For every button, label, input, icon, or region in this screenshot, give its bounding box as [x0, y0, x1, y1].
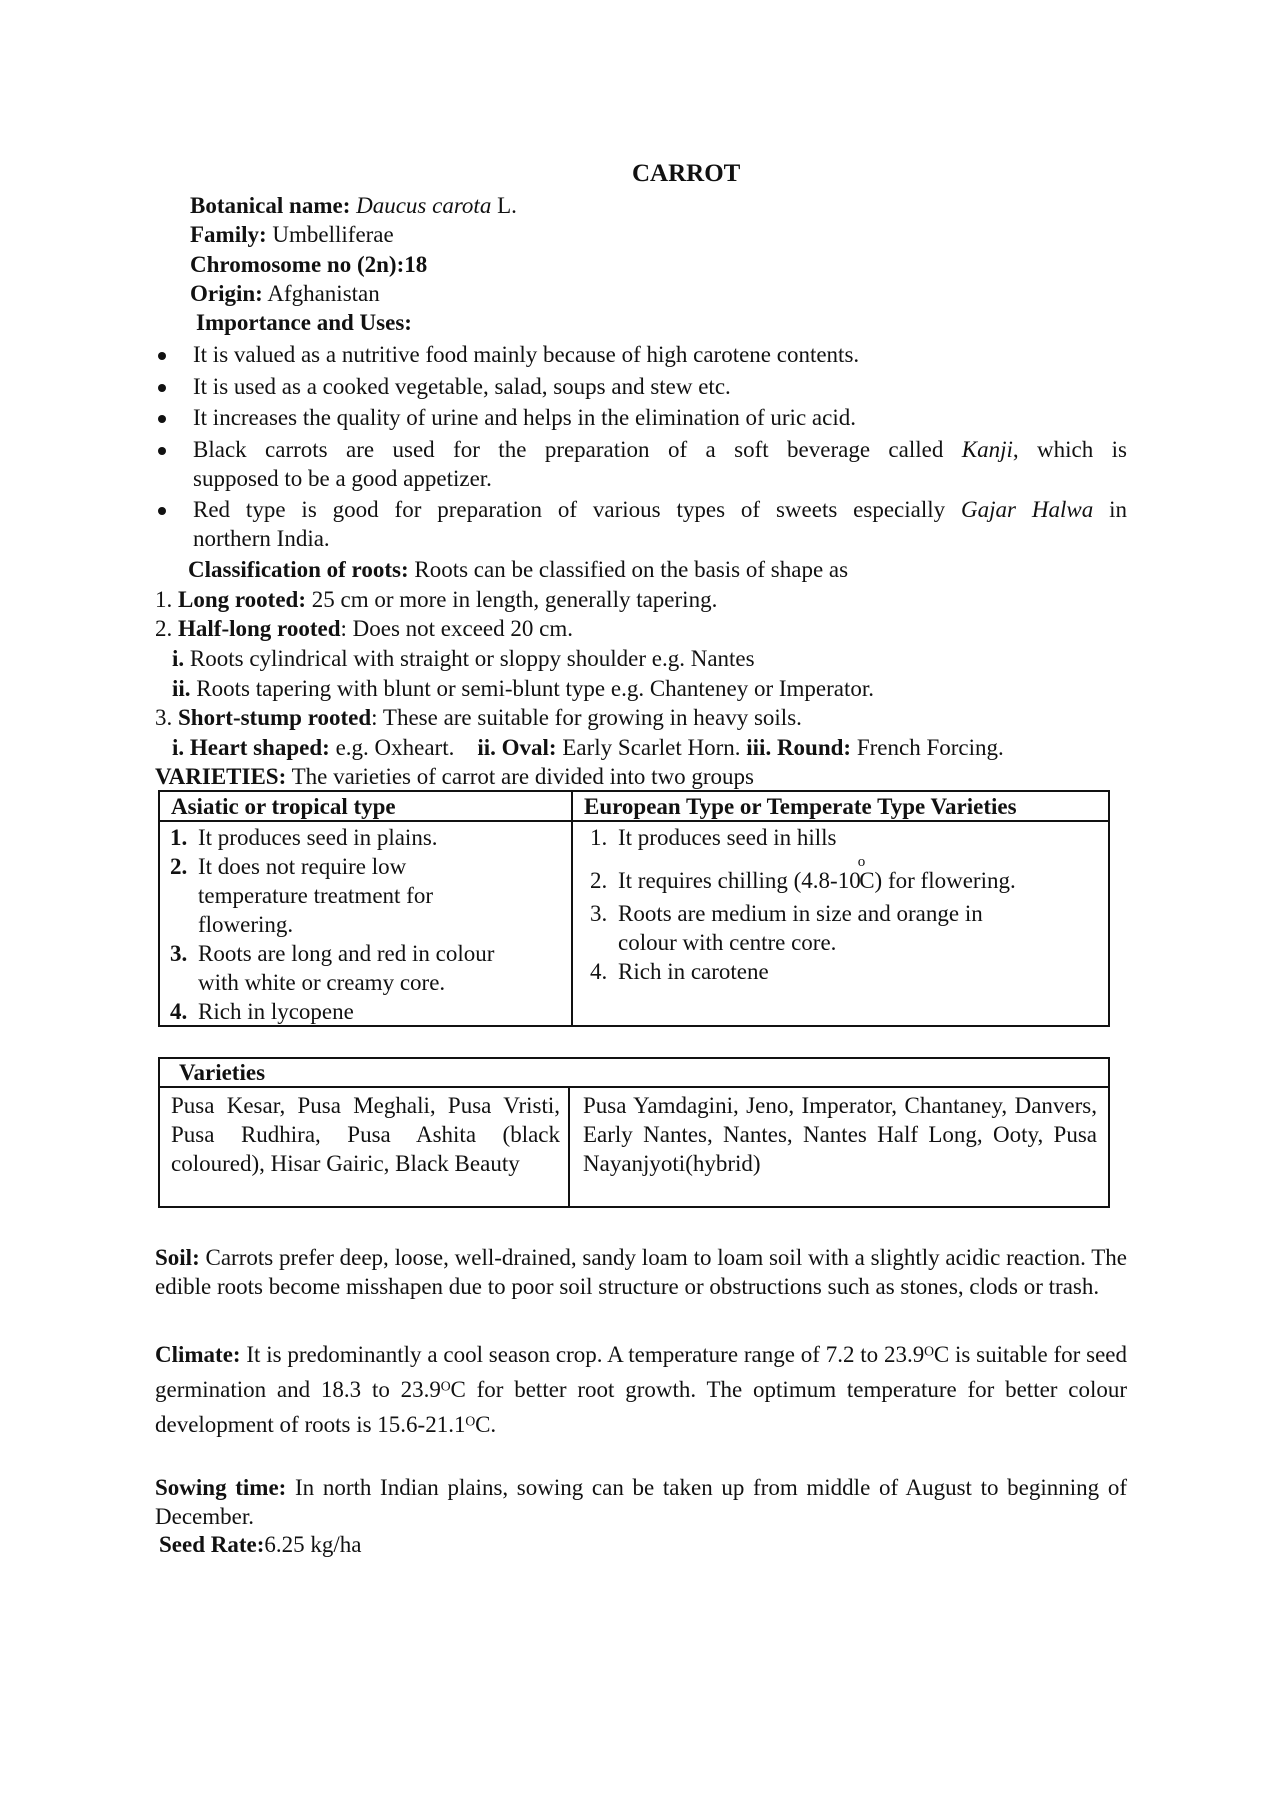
table-divider [158, 1086, 1110, 1088]
trait-text: Roots are medium in size and orange in [618, 901, 983, 926]
trait-continuation: flowering. [198, 912, 294, 937]
trait-continuation: colour with centre core. [618, 930, 837, 955]
trait-item [170, 852, 494, 881]
bullet-icon [158, 384, 166, 392]
bullet-text: in [1093, 497, 1127, 522]
soil-paragraph [155, 1243, 1127, 1301]
classification-label: Classification of roots: [188, 557, 409, 582]
item-number: 3. [155, 705, 178, 730]
botanical-value: Daucus carota [356, 193, 492, 218]
sowing-label: Sowing time: [155, 1475, 287, 1500]
table-header-asiatic: Asiatic or tropical type [171, 794, 396, 819]
trait-item [170, 997, 494, 1026]
item-text: : Does not exceed 20 cm. [340, 616, 573, 641]
bullet-icon [158, 352, 166, 360]
climate-text: It is predominantly a cool season crop. A temperature range of 7.2 to 23.9ᴼC is suitable for seed germination and 18.3 to 23.9ᴼC for better root growth. The optimum temperature for better colour development of roots is 15.6-21.1ᴼC. [155, 1342, 1127, 1437]
sowing-paragraph [155, 1473, 1127, 1531]
classification-text: Roots can be classified on the basis of shape as [408, 557, 849, 582]
subitem-label: iii. Round: [746, 735, 852, 760]
item-text: 25 cm or more in length, generally tapering. [306, 587, 718, 612]
importance-heading: Importance and Uses: [196, 310, 412, 335]
trait-item [590, 823, 1016, 852]
trait-number: 4. [590, 959, 608, 984]
trait-number: 2. [590, 868, 608, 893]
varieties-text: The varieties of carrot are divided into two groups [286, 764, 754, 789]
bullet-item-continuation: supposed to be a good appetizer. [193, 466, 492, 491]
climate-label: Climate: [155, 1342, 241, 1367]
subitem-number: ii. [172, 676, 191, 701]
bullet-text: Red type is good for preparation of various types of sweets especially [193, 497, 962, 522]
trait-continuation: with white or creamy core. [198, 970, 446, 995]
table-divider [571, 790, 573, 1027]
half-long-subitem [172, 645, 755, 673]
family-label: Family: [190, 222, 267, 247]
classification-item [155, 586, 717, 614]
subitem-text: Early Scarlet Horn. [556, 735, 747, 760]
family-value: Umbelliferae [266, 222, 394, 247]
soil-text: Carrots prefer deep, loose, well-drained, sandy loam to loam soil with a slightly acidic reaction. The edible roots become misshapen due to poor soil structure or obstructions such as stones, clods or trash. [155, 1245, 1127, 1299]
seed-rate-label: Seed Rate: [159, 1532, 265, 1557]
trait-text: It produces seed in plains. [198, 825, 438, 850]
varieties-label: VARIETIES: [155, 764, 287, 789]
subitem-number: i. [172, 646, 185, 671]
trait-number: 3. [590, 901, 608, 926]
bullet-item [193, 496, 1127, 524]
bullet-text: Black carrots are used for the preparation of a soft beverage called [193, 437, 962, 462]
botanical-suffix: L. [491, 193, 517, 218]
trait-item [590, 899, 1016, 928]
chromosome-number: Chromosome no (2n):18 [190, 252, 428, 277]
bullet-item-continuation: northern India. [193, 526, 330, 551]
botanical-label: Botanical name: [190, 193, 351, 218]
trait-number: 2. [170, 854, 188, 879]
short-stump-subitems [172, 734, 1004, 762]
sowing-text: In north Indian plains, sowing can be taken up from middle of August to beginning of December. [155, 1475, 1127, 1529]
subitem-label: ii. Oval: [477, 735, 557, 760]
classification-item [155, 704, 802, 732]
trait-item [170, 939, 494, 968]
seed-rate-value: 6.25 kg/ha [264, 1532, 362, 1557]
trait-item [170, 823, 494, 852]
trait-number: 1. [590, 825, 608, 850]
classification-intro [188, 556, 848, 584]
origin [190, 280, 380, 308]
trait-item [590, 957, 1016, 986]
varieties-intro [155, 763, 754, 791]
bullet-icon [158, 415, 166, 423]
page-title: CARROT [632, 160, 741, 187]
soil-label: Soil: [155, 1245, 200, 1270]
item-label: Long rooted: [178, 587, 306, 612]
trait-text: It produces seed in hills [618, 825, 837, 850]
trait-number: 4. [170, 999, 188, 1024]
bullet-icon [158, 447, 166, 455]
asiatic-traits [170, 823, 494, 1026]
bullet-item [193, 436, 1127, 464]
bullet-item: It is valued as a nutritive food mainly because of high carotene contents. [193, 342, 860, 367]
item-label: Half-long rooted [178, 616, 341, 641]
bullet-icon [158, 507, 166, 515]
origin-value: Afghanistan [262, 281, 380, 306]
trait-continuation: temperature treatment for [198, 883, 433, 908]
bullet-item: It is used as a cooked vegetable, salad, soups and stew etc. [193, 374, 731, 399]
climate-paragraph [155, 1337, 1127, 1442]
subitem-text: Roots tapering with blunt or semi-blunt type e.g. Chanteney or Imperator. [190, 676, 875, 701]
bullet-text: , which is [1012, 437, 1127, 462]
subitem-text: French Forcing. [851, 735, 1004, 760]
trait-text: Roots are long and red in colour [198, 941, 495, 966]
degree-symbol: o [857, 854, 866, 870]
subitem-label: i. Heart shaped: [172, 735, 330, 760]
trait-text: C) for flowering. [859, 868, 1016, 893]
trait-text: Rich in lycopene [198, 999, 354, 1024]
table-header-european: European Type or Temperate Type Varieties [584, 794, 1017, 819]
subitem-text: Roots cylindrical with straight or sloppy shoulder e.g. Nantes [184, 646, 755, 671]
seed-rate [159, 1531, 362, 1559]
asiatic-varieties: Pusa Kesar, Pusa Meghali, Pusa Vristi, Pusa Rudhira, Pusa Ashita (black coloured), Hisar Gairic, Black Beauty [171, 1093, 560, 1176]
classification-item [155, 615, 573, 643]
trait-item [590, 854, 1016, 899]
trait-text: It does not require low [198, 854, 407, 879]
family [190, 221, 394, 249]
trait-number: 3. [170, 941, 188, 966]
item-number: 2. [155, 616, 178, 641]
item-text: : These are suitable for growing in heavy soils. [371, 705, 802, 730]
item-number: 1. [155, 587, 178, 612]
origin-label: Origin: [190, 281, 263, 306]
kanji-term: Kanji [961, 437, 1013, 462]
item-label: Short-stump rooted [178, 705, 372, 730]
trait-text: Rich in carotene [618, 959, 769, 984]
trait-text: It requires chilling (4.8-10 [618, 868, 861, 893]
varieties-header: Varieties [179, 1060, 266, 1085]
trait-number: 1. [170, 825, 188, 850]
table-divider [568, 1086, 570, 1208]
european-varieties: Pusa Yamdagini, Jeno, Imperator, Chantaney, Danvers, Early Nantes, Nantes, Nantes Half Long, Ooty, Pusa Nayanjyoti(hybrid) [583, 1093, 1097, 1176]
botanical-name [190, 192, 517, 220]
half-long-subitem [172, 675, 874, 703]
gajar-halwa-term: Gajar Halwa [961, 497, 1094, 522]
european-traits [590, 823, 1016, 986]
subitem-text: e.g. Oxheart. [329, 735, 455, 760]
bullet-item: It increases the quality of urine and helps in the elimination of uric acid. [193, 405, 856, 430]
